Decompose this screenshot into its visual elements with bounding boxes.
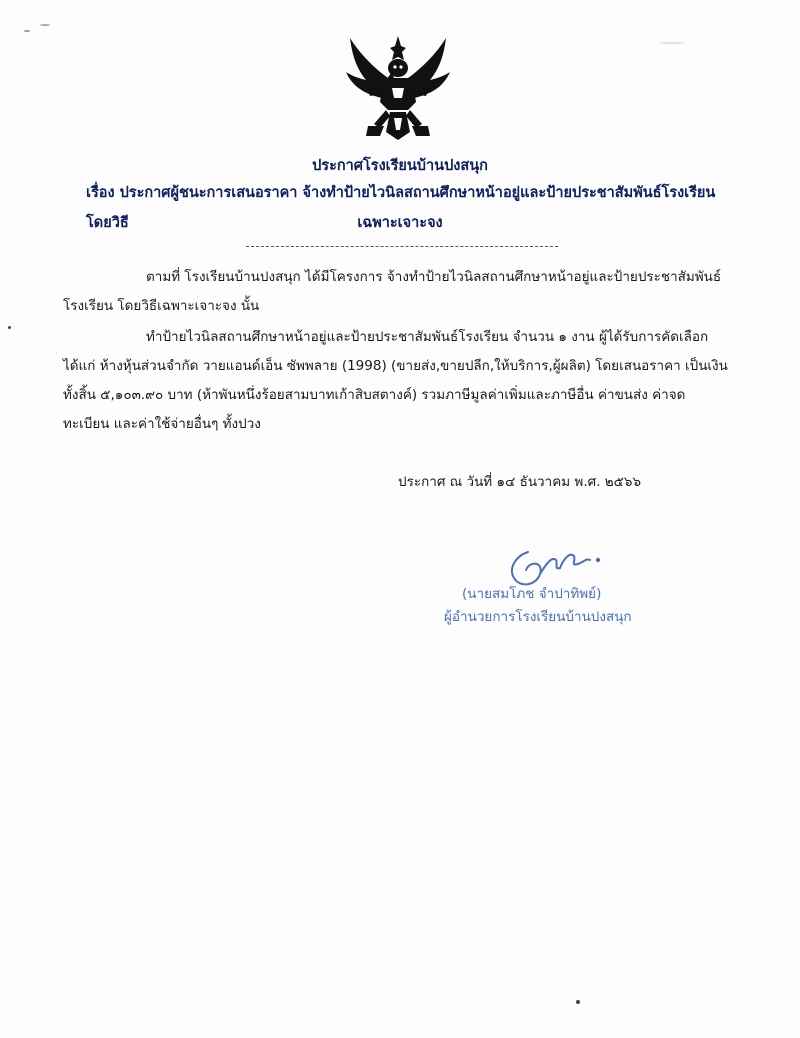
paragraph-1-line-2: โรงเรียน โดยวิธีเฉพาะเจาะจง นั้น: [63, 298, 260, 314]
scan-speck: [576, 1000, 580, 1004]
paragraph-2-line-3: ทั้งสิ้น ๕,๑๐๓.๙๐ บาท (ห้าพันหนึ่งร้อยสามบาทเก้าสิบสตางค์) รวมภาษีมูลค่าเพิ่มและภาษีอื่น ค่าขนส่ง ค่าจด: [63, 387, 686, 403]
garuda-emblem-icon: [340, 32, 456, 148]
scan-speck: [40, 24, 50, 26]
paragraph-2-line-4: ทะเบียน และค่าใช้จ่ายอื่นๆ ทั้งปวง: [63, 416, 261, 432]
announcement-date: ประกาศ ณ วันที่ ๑๔ ธันวาคม พ.ศ. ๒๕๖๖: [398, 474, 642, 490]
scan-speck: [8, 326, 11, 329]
signatory-position: ผู้อำนวยการโรงเรียนบ้านปงสนุก: [444, 609, 632, 625]
paragraph-2-line-1: ทำป้ายไวนิลสถานศึกษาหน้าอยู่และป้ายประชาสัมพันธ์โรงเรียน จำนวน ๑ งาน ผู้ได้รับการคัดเลือก: [146, 329, 709, 345]
dashed-divider: [246, 246, 558, 247]
announcement-heading: ประกาศโรงเรียนบ้านปงสนุก: [312, 158, 488, 174]
paragraph-2-line-2: ได้แก่ ห้างหุ้นส่วนจำกัด วายแอนด์เอ็น ซัพพลาย (1998) (ขายส่ง,ขายปลีก,ให้บริการ,ผู้ผลิต) โดยเสนอราคา เป็นเงิน: [63, 358, 728, 374]
scan-speck: [24, 30, 30, 32]
announcement-title-line-1: เรื่อง ประกาศผู้ชนะการเสนอราคา จ้างทำป้ายไวนิลสถานศึกษาหน้าอยู่และป้ายประชาสัมพันธ์โรงเรียน โดยวิธี: [86, 185, 716, 231]
paragraph-1-line-1: ตามที่ โรงเรียนบ้านปงสนุก ได้มีโครงการ จ้างทำป้ายไวนิลสถานศึกษาหน้าอยู่และป้ายประชาสัมพันธ์: [146, 269, 722, 285]
signatory-name: (นายสมโภช จำปาทิพย์): [462, 586, 602, 602]
announcement-title-line-2: เฉพาะเจาะจง: [357, 215, 443, 231]
scan-speck: [660, 42, 684, 44]
